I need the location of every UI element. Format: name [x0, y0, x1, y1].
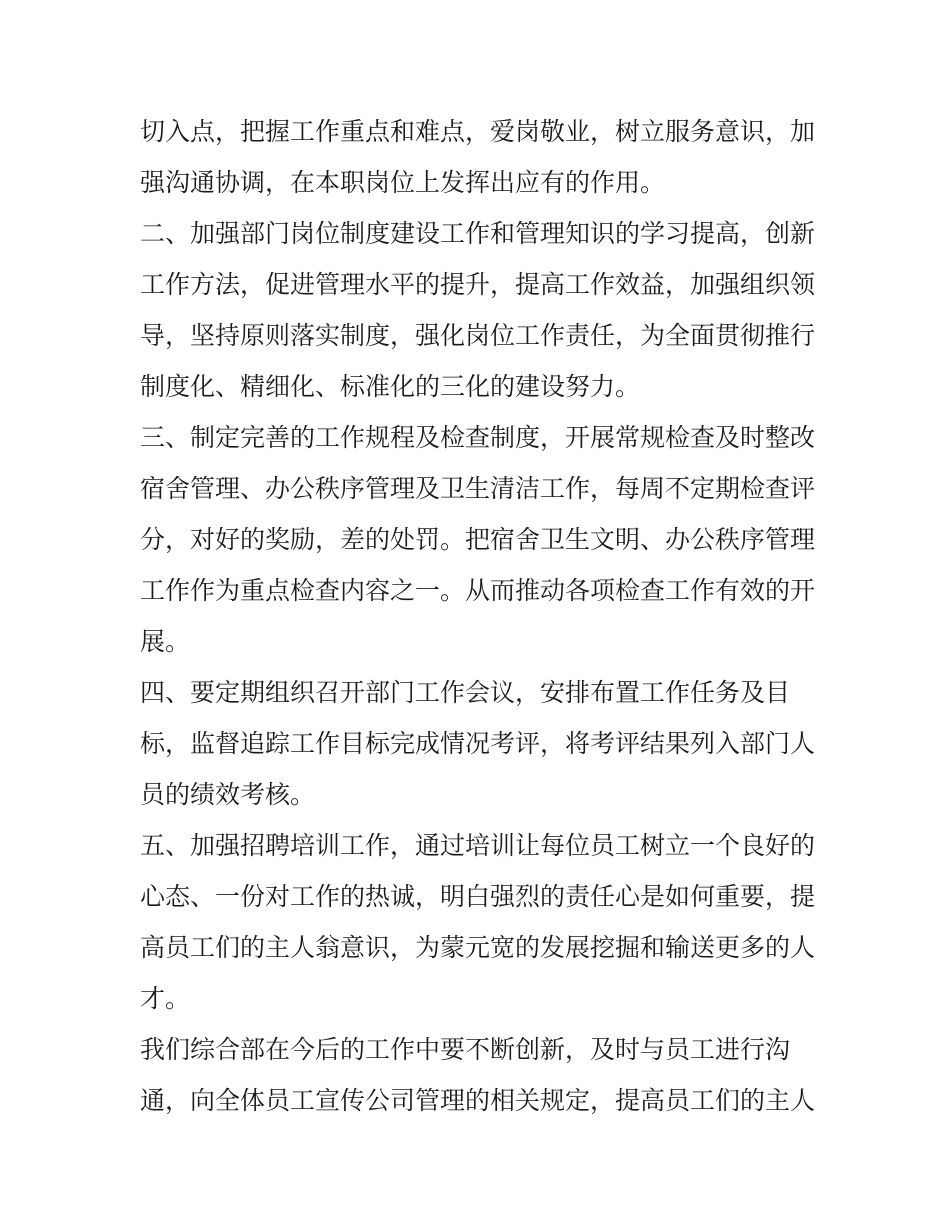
text-line: 五、加强招聘培训工作，通过培训让每位员工树立一个良好的 [140, 831, 816, 860]
text-line: 高员工们的主人翁意识，为蒙元宽的发展挖掘和输送更多的人 [140, 933, 816, 962]
text-line: 三、制定完善的工作规程及检查制度，开展常规检查及时整改 [140, 423, 816, 452]
text-line: 宿舍管理、办公秩序管理及卫生清洁工作，每周不定期检查评 [140, 474, 816, 503]
text-line: 员的绩效考核。 [140, 780, 316, 809]
text-line: 强沟通协调，在本职岗位上发挥出应有的作用。 [140, 168, 666, 197]
text-line: 展。 [140, 627, 191, 656]
text-line: 工作方法，促进管理水平的提升，提高工作效益，加强组织领 [140, 270, 816, 299]
text-line: 切入点，把握工作重点和难点，爱岗敬业，树立服务意识，加 [140, 117, 816, 146]
text-line: 分，对好的奖励，差的处罚。把宿舍卫生文明、办公秩序管理 [140, 525, 816, 554]
text-line: 工作作为重点检查内容之一。从而推动各项检查工作有效的开 [140, 576, 816, 605]
text-line: 制度化、精细化、标准化的三化的建设努力。 [140, 372, 641, 401]
text-line: 二、加强部门岗位制度建设工作和管理知识的学习提高，创新 [140, 219, 816, 248]
text-line: 四、要定期组织召开部门工作会议，安排布置工作任务及目 [140, 678, 791, 707]
text-line: 心态、一份对工作的热诚，明白强烈的责任心是如何重要，提 [140, 882, 816, 911]
text-line: 我们综合部在今后的工作中要不断创新，及时与员工进行沟 [140, 1035, 791, 1064]
text-line: 标，监督追踪工作目标完成情况考评，将考评结果列入部门人 [140, 729, 816, 758]
text-line: 导，坚持原则落实制度，强化岗位工作责任，为全面贯彻推行 [140, 321, 816, 350]
text-line: 通，向全体员工宣传公司管理的相关规定，提高员工们的主人 [140, 1086, 816, 1115]
text-line: 才。 [140, 984, 191, 1013]
document-body [140, 106, 820, 1126]
